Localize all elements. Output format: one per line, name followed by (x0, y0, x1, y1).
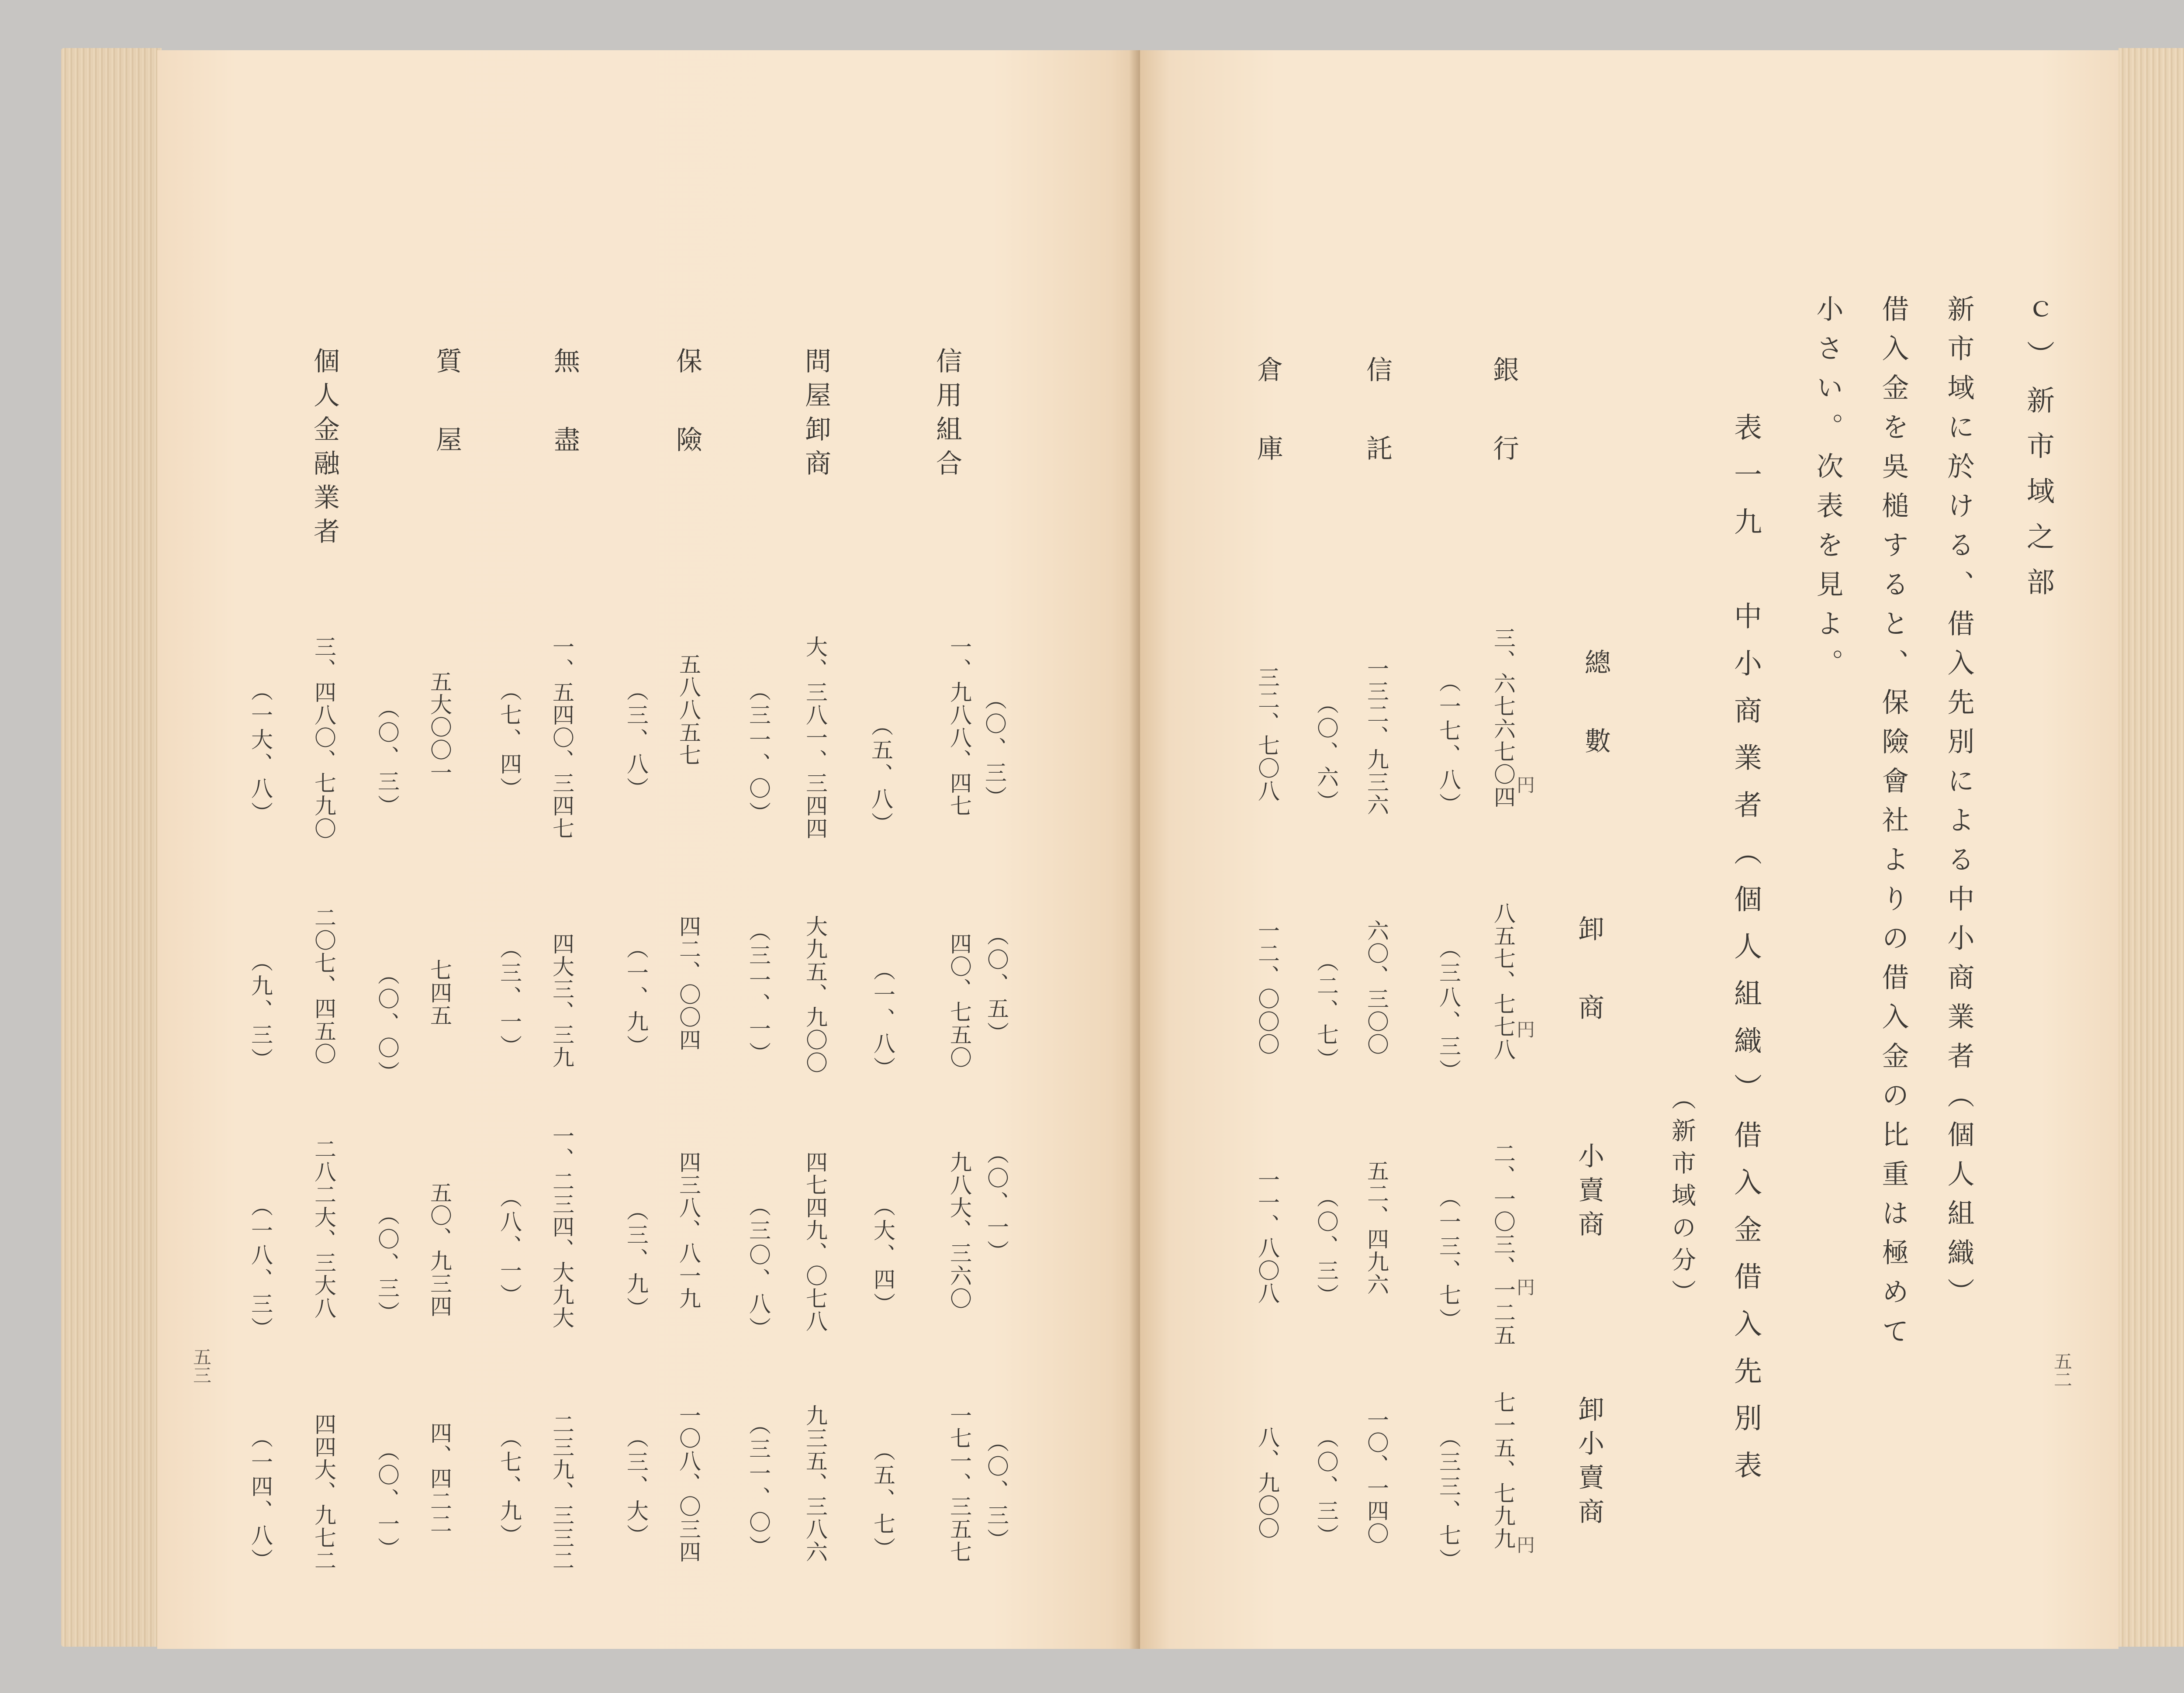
right-share-credit-union-1: （〇、五） (984, 924, 1009, 1046)
table-subtitle: （新市域の分） (1668, 1085, 1696, 1312)
share-private-lender-total: （一大、八） (248, 679, 273, 826)
value-bank-total: 三、六七六七〇四 (1490, 627, 1516, 808)
share-private-lender-wholesale-retail: （一四、八） (248, 1426, 273, 1573)
value-warehouse-wholesale: 一二、〇〇〇 (1254, 919, 1280, 1056)
share-credit-union-wholesale: （一、八） (870, 959, 895, 1081)
page-number-left: 五三 (190, 1347, 212, 1384)
share-trust-wholesale-retail: （〇、三） (1313, 1426, 1339, 1548)
share-insurance-retail: （三、九） (623, 1199, 649, 1321)
row-label-private-lender: 個人金融業者 (309, 347, 340, 552)
value-insurance-wholesale-retail: 一〇八、〇三四 (676, 1404, 701, 1563)
value-private-lender-total: 三、四八〇、七九〇 (311, 636, 336, 840)
value-bank-retail: 二、一〇三、一二五 (1490, 1142, 1516, 1347)
row-label-mujin: 無盡 (549, 347, 580, 504)
share-credit-union-wholesale-retail: （五、七） (870, 1439, 895, 1562)
share-wholesaler-retail: （三〇、八） (746, 1195, 771, 1341)
unit-bank-retail: 円 (1514, 1278, 1535, 1296)
share-insurance-wholesale-retail: （三、大） (623, 1426, 649, 1548)
share-wholesaler-wholesale-retail: （三一、〇） (746, 1413, 771, 1560)
share-mujin-wholesale: （三、一） (497, 937, 522, 1059)
section-heading: ｃ）新市域之部 (2022, 295, 2054, 613)
share-credit-union-total: （五、八） (868, 714, 893, 836)
unit-bank-wholesale: 円 (1514, 1020, 1535, 1038)
share-trust-total: （〇、六） (1313, 692, 1339, 815)
value-wholesaler-wholesale-retail: 九三五、三八六 (802, 1404, 828, 1563)
value-insurance-wholesale: 四二、〇〇四 (676, 915, 701, 1051)
share-mujin-wholesale-retail: （七、九） (497, 1426, 522, 1548)
right-page-stack-edge (2118, 48, 2184, 1647)
value-mujin-wholesale: 四大三、三九 (549, 933, 574, 1069)
value-credit-union-total: 一、九八八、四七 (947, 636, 972, 817)
share-pawnshop-total: （〇、三） (374, 697, 400, 819)
share-bank-wholesale: （三八、三） (1436, 937, 1461, 1084)
value-credit-union-wholesale-retail: 一七一、三五七 (947, 1404, 972, 1563)
col-header-wholesale: 卸商 (1574, 915, 1604, 1072)
value-pawnshop-wholesale: 七四五 (427, 959, 452, 1027)
value-insurance-retail: 四三八、八一九 (676, 1151, 701, 1310)
body-line-2: 借入金を吳槌すると、保險會社よりの借入金の比重は極めて (1877, 295, 1909, 1356)
value-mujin-retail: 一、二三四、大九大 (549, 1125, 574, 1329)
col-header-total: 總數 (1580, 649, 1611, 806)
left-page (157, 50, 1140, 1649)
value-wholesaler-wholesale: 大九五、九〇〇 (802, 915, 828, 1074)
value-credit-union-retail: 九八大、三六〇 (947, 1151, 972, 1310)
row-label-insurance: 保險 (672, 347, 702, 504)
value-trust-wholesale: 六〇、三〇〇 (1364, 919, 1389, 1056)
value-mujin-total: 一、五四〇、三四七 (549, 636, 574, 840)
right-share-credit-union-3: （〇、三） (984, 1430, 1009, 1553)
col-header-retail: 小賣商 (1574, 1142, 1604, 1244)
table-title: 表一九 中小商業者（個人組織）借入金借入先別表 (1729, 413, 1762, 1498)
body-line-3: 小さい。次表を見よ。 (1812, 295, 1844, 688)
share-credit-union-retail: （大、四） (870, 1195, 895, 1317)
value-warehouse-wholesale-retail: 八、九〇〇 (1254, 1426, 1280, 1540)
value-bank-wholesale: 八五七、七七八 (1490, 902, 1516, 1061)
share-private-lender-retail: （一八、三） (248, 1195, 273, 1341)
value-wholesaler-total: 大、三八一、三四四 (802, 636, 828, 840)
body-line-1: 新市域に於ける、借入先別による中小商業者（個人組織） (1943, 295, 1975, 1317)
share-bank-retail: （一三、七） (1436, 1186, 1461, 1333)
value-private-lender-retail: 二八二大、三大八 (311, 1138, 336, 1320)
share-trust-wholesale: （二、七） (1313, 950, 1339, 1072)
value-wholesaler-retail: 四七四九、〇七八 (802, 1151, 828, 1333)
right-share-credit-union-2: （〇、一） (984, 1142, 1009, 1265)
col-header-wholesale-retail: 卸小賣商 (1574, 1396, 1604, 1532)
share-trust-retail: （〇、三） (1313, 1186, 1339, 1308)
left-page-stack-edge (61, 48, 162, 1647)
share-pawnshop-wholesale: （〇、〇） (374, 963, 400, 1085)
share-mujin-retail: （八、一） (497, 1186, 522, 1308)
value-mujin-wholesale-retail: 二三九、三三二 (549, 1413, 574, 1572)
share-wholesaler-total: （三一、〇） (746, 679, 771, 826)
row-top-share-credit-union: （〇、三） (981, 688, 1007, 810)
row-label-trust: 信託 (1362, 356, 1393, 513)
right-page (1140, 50, 2118, 1649)
value-bank-wholesale-retail: 七一五、七九九 (1490, 1391, 1516, 1550)
value-pawnshop-wholesale-retail: 四、四二二 (427, 1422, 452, 1535)
value-warehouse-retail: 一一、八〇八 (1254, 1168, 1280, 1305)
share-pawnshop-wholesale-retail: （〇、一） (374, 1439, 400, 1562)
unit-bank-total: 円 (1514, 775, 1535, 794)
value-insurance-total: 五八八五七 (676, 653, 701, 767)
share-insurance-wholesale: （一、九） (623, 937, 649, 1059)
share-bank-wholesale-retail: （三三、七） (1436, 1426, 1461, 1573)
value-pawnshop-retail: 五〇、九三四 (427, 1182, 452, 1318)
value-trust-retail: 五二、四九六 (1364, 1160, 1389, 1296)
share-private-lender-wholesale: （九、三） (248, 950, 273, 1072)
value-private-lender-wholesale-retail: 四四大、九七二 (311, 1413, 336, 1572)
value-pawnshop-total: 五大〇〇一 (427, 670, 452, 784)
row-label-credit-union: 信用組合 (932, 347, 962, 484)
share-pawnshop-retail: （〇、三） (374, 1203, 400, 1326)
row-label-wholesaler: 問屋卸商 (801, 347, 831, 484)
row-label-warehouse: 倉庫 (1253, 356, 1283, 513)
row-label-bank: 銀行 (1489, 356, 1519, 513)
value-trust-wholesale-retail: 一〇、一四〇 (1364, 1409, 1389, 1545)
value-private-lender-wholesale: 二〇七、四五〇 (311, 906, 336, 1065)
row-label-pawnshop: 質屋 (432, 347, 462, 504)
share-wholesaler-wholesale: （三一、一） (746, 919, 771, 1066)
value-credit-union-wholesale: 四〇、七五〇 (947, 933, 972, 1069)
value-trust-total: 一三二、九三六 (1364, 657, 1389, 816)
share-bank-total: （一七、八） (1436, 670, 1461, 817)
value-warehouse-total: 三二、七〇八 (1254, 666, 1280, 802)
page-number-right: 五二 (2051, 1352, 2073, 1389)
unit-bank-wholesale-retail: 円 (1514, 1535, 1535, 1554)
share-mujin-total: （七、四） (497, 679, 522, 802)
share-insurance-total: （三、八） (623, 679, 649, 802)
